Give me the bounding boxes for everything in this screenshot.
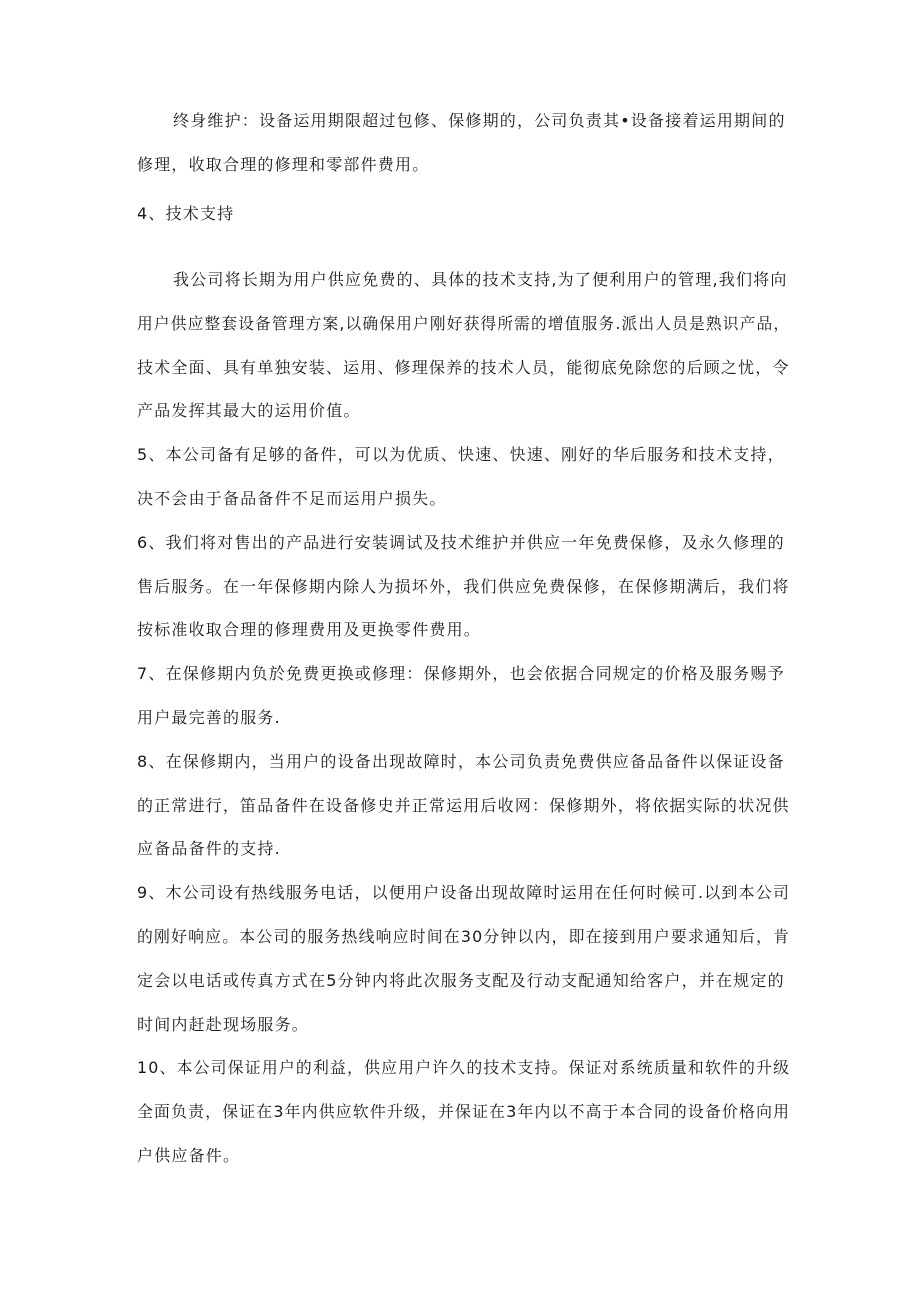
list-item-line: 的正常进行，笛品备件在设备修史并正常运用后收网：保修期外，将依据实际的状况供: [137, 796, 790, 815]
list-item-line: 售后服务。在一年保修期内除人为损坏外，我们供应免费保修，在保修期满后，我们将: [137, 577, 790, 596]
list-item-line: 应备品备件的支持.: [137, 839, 281, 858]
list-item-line: 10、本公司保证用户的利益，供应用户许久的技术支持。保证对系统质量和软件的升级: [137, 1058, 791, 1077]
list-item-line: 5、本公司备有足够的备件，可以为优质、快速、快速、刚好的华后服务和技术支持，: [137, 445, 785, 464]
list-item-line: 全面负责，保证在3年内供应软件升级，并保证在3年内以不高于本合同的设备价格向用: [137, 1102, 791, 1121]
paragraph-line: 技术全面、具有单独安装、运用、修理保养的技术人员，能彻底免除您的后顾之忧，令: [137, 358, 790, 377]
list-item-line: 定会以电话或传真方式在5分钟内将此次服务支配及行动支配通知给客户，并在规定的: [137, 971, 785, 990]
list-item-line: 9、木公司设有热线服务电话，以便用户设备出现故障时运用在任何时候可.以到本公司: [137, 883, 791, 902]
list-item-line: 8、在保修期内，当用户的设备出现故障时，本公司负责免费供应备品备件以保证设备: [137, 752, 785, 771]
paragraph-line: 用户供应整套设备管理方案,以确保用户刚好获得所需的增值服务.派出人员是熟识产品，: [137, 314, 791, 333]
list-item-line: 户供应备件。: [137, 1146, 241, 1165]
paragraph-line: 我公司将长期为用户供应免费的、具体的技术支持,为了便利用户的管理,我们将向: [173, 270, 788, 289]
section-heading: 4、技术支持: [137, 204, 235, 223]
paragraph-line: 终身维护：设备运用期限超过包修、保修期的，公司负责其•设备接着运用期间的: [173, 111, 786, 130]
list-item-line: 6、我们将对售出的产品进行安装调试及技术维护并供应一年免费保修，及永久修理的: [137, 533, 785, 552]
list-item-line: 时间内赶赴现场服务。: [137, 1015, 310, 1034]
list-item-line: 按标准收取合理的修理费用及更换零件费用。: [137, 620, 482, 639]
paragraph-line: 产品发挥其最大的运用价值。: [137, 401, 361, 420]
list-item-line: 用户最完善的服务.: [137, 708, 281, 727]
list-item-line: 的刚好响应。本公司的服务热线响应时间在30分钟以内，即在接到用户要求通知后，肯: [137, 927, 791, 946]
paragraph-line: 修理，收取合理的修理和零部件费用。: [137, 155, 430, 174]
list-item-line: 7、在保修期内负於免费更换或修理：保修期外，也会依据合同规定的价格及服务赐予: [137, 664, 785, 683]
list-item-line: 决不会由于备品备件不足而运用户损失。: [137, 489, 447, 508]
